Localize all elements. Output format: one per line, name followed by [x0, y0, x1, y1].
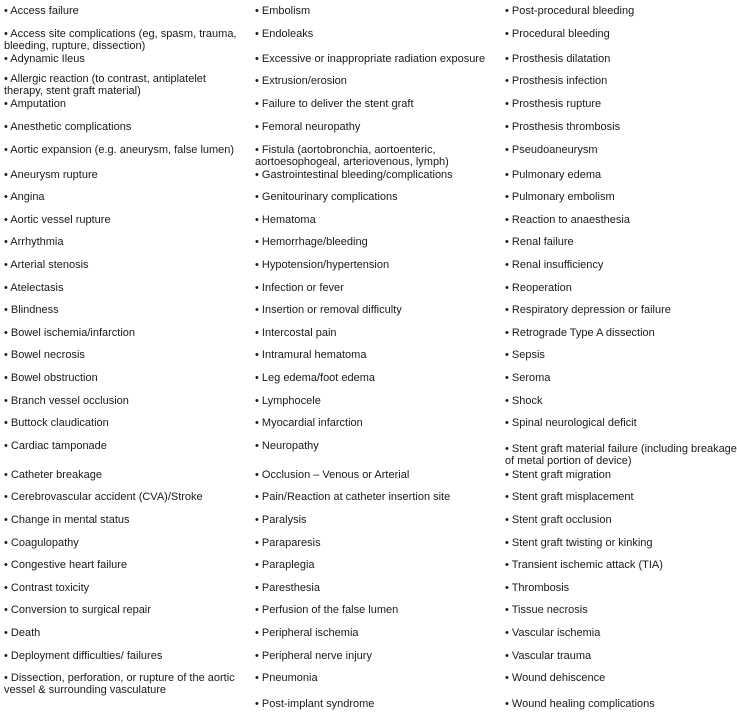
list-item: • Paresthesia	[255, 582, 320, 594]
list-item: • Dissection, perforation, or rupture of the aortic vessel & surrounding vasculature	[4, 672, 235, 696]
list-item: • Intercostal pain	[255, 327, 337, 339]
list-item: • Access site complications (eg, spasm, trauma, bleeding, rupture, dissection)	[4, 28, 237, 52]
list-item: • Anesthetic complications	[4, 121, 132, 133]
list-item: • Aneurysm rupture	[4, 169, 98, 181]
list-item: • Wound healing complications	[505, 698, 655, 710]
list-item: • Prosthesis infection	[505, 75, 608, 87]
list-item: • Stent graft misplacement	[505, 491, 634, 503]
list-item: • Post-implant syndrome	[255, 698, 375, 710]
list-item: • Pulmonary edema	[505, 169, 602, 181]
list-item: • Coagulopathy	[4, 537, 79, 549]
list-item: • Myocardial infarction	[255, 417, 363, 429]
list-item: • Renal insufficiency	[505, 259, 604, 271]
list-item: • Aortic vessel rupture	[4, 214, 111, 226]
list-item: • Atelectasis	[4, 282, 64, 294]
list-item: • Failure to deliver the stent graft	[255, 98, 414, 110]
list-item: • Retrograde Type A dissection	[505, 327, 655, 339]
list-item: • Stent graft occlusion	[505, 514, 612, 526]
list-item: • Branch vessel occlusion	[4, 395, 129, 407]
list-item: • Death	[4, 627, 41, 639]
list-item: • Aortic expansion (e.g. aneurysm, false lumen)	[4, 144, 235, 156]
list-item: • Hypotension/hypertension	[255, 259, 390, 271]
list-item: • Peripheral ischemia	[255, 627, 359, 639]
list-item: • Pain/Reaction at catheter insertion site	[255, 491, 451, 503]
list-item: • Arterial stenosis	[4, 259, 89, 271]
list-item: • Congestive heart failure	[4, 559, 128, 571]
list-item: • Post-procedural bleeding	[505, 5, 635, 17]
list-item: • Vascular trauma	[505, 650, 592, 662]
list-item: • Prosthesis rupture	[505, 98, 602, 110]
list-item: • Stent graft twisting or kinking	[505, 537, 653, 549]
list-item: • Change in mental status	[4, 514, 130, 526]
list-item: • Spinal neurological deficit	[505, 417, 637, 429]
list-item: • Insertion or removal difficulty	[255, 304, 402, 316]
list-item: • Pneumonia	[255, 672, 318, 684]
list-item: • Respiratory depression or failure	[505, 304, 671, 316]
list-item: • Catheter breakage	[4, 469, 103, 481]
list-item: • Extrusion/erosion	[255, 75, 347, 87]
list-item: • Amputation	[4, 98, 66, 110]
list-item: • Access failure	[4, 5, 79, 17]
list-item: • Excessive or inappropriate radiation exposure	[255, 53, 486, 65]
list-item: • Reoperation	[505, 282, 572, 294]
list-item: • Procedural bleeding	[505, 28, 610, 40]
list-item: • Wound dehiscence	[505, 672, 606, 684]
list-item: • Hematoma	[255, 214, 316, 226]
list-item: • Prosthesis dilatation	[505, 53, 611, 65]
list-item: • Femoral neuropathy	[255, 121, 361, 133]
list-item: • Pulmonary embolism	[505, 191, 615, 203]
list-item: • Peripheral nerve injury	[255, 650, 372, 662]
list-item: • Bowel ischemia/infarction	[4, 327, 136, 339]
list-item: • Conversion to surgical repair	[4, 604, 151, 616]
list-item: • Hemorrhage/bleeding	[255, 236, 368, 248]
list-item: • Neuropathy	[255, 440, 319, 452]
list-item: • Leg edema/foot edema	[255, 372, 376, 384]
list-item: • Paraplegia	[255, 559, 315, 571]
list-item: • Arrhythmia	[4, 236, 64, 248]
list-item: • Reaction to anaesthesia	[505, 214, 630, 226]
list-item: • Prosthesis thrombosis	[505, 121, 621, 133]
list-item: • Stent graft migration	[505, 469, 611, 481]
list-item: • Bowel necrosis	[4, 349, 85, 361]
list-item: • Infection or fever	[255, 282, 344, 294]
list-item: • Vascular ischemia	[505, 627, 601, 639]
list-item: • Thrombosis	[505, 582, 570, 594]
list-item: • Deployment difficulties/ failures	[4, 650, 163, 662]
list-item: • Adynamic Ileus	[4, 53, 85, 65]
list-item: • Tissue necrosis	[505, 604, 588, 616]
list-item: • Angina	[4, 191, 45, 203]
list-item: • Lymphocele	[255, 395, 321, 407]
list-item: • Embolism	[255, 5, 311, 17]
list-item: • Perfusion of the false lumen	[255, 604, 399, 616]
list-item: • Occlusion – Venous or Arterial	[255, 469, 410, 481]
list-item: • Sepsis	[505, 349, 545, 361]
list-item: • Shock	[505, 395, 543, 407]
list-item: • Fistula (aortobronchia, aortoenteric, aortoesophogeal, arteriovenous, lymph)	[255, 144, 449, 168]
list-item: • Allergic reaction (to contrast, antiplatelet therapy, stent graft material)	[4, 73, 206, 97]
list-item: • Seroma	[505, 372, 551, 384]
list-item: • Bowel obstruction	[4, 372, 98, 384]
list-item: • Contrast toxicity	[4, 582, 90, 594]
list-item: • Paralysis	[255, 514, 307, 526]
list-item: • Intramural hematoma	[255, 349, 367, 361]
list-item: • Transient ischemic attack (TIA)	[505, 559, 663, 571]
list-item: • Cerebrovascular accident (CVA)/Stroke	[4, 491, 203, 503]
list-item: • Renal failure	[505, 236, 574, 248]
list-item: • Genitourinary complications	[255, 191, 398, 203]
list-item: • Gastrointestinal bleeding/complications	[255, 169, 453, 181]
list-item: • Paraparesis	[255, 537, 321, 549]
list-item: • Cardiac tamponade	[4, 440, 107, 452]
list-item: • Blindness	[4, 304, 59, 316]
list-item: • Pseudoaneurysm	[505, 144, 598, 156]
list-item: • Stent graft material failure (including breakage of metal portion of device)	[505, 443, 737, 467]
list-item: • Endoleaks	[255, 28, 314, 40]
list-item: • Buttock claudication	[4, 417, 109, 429]
